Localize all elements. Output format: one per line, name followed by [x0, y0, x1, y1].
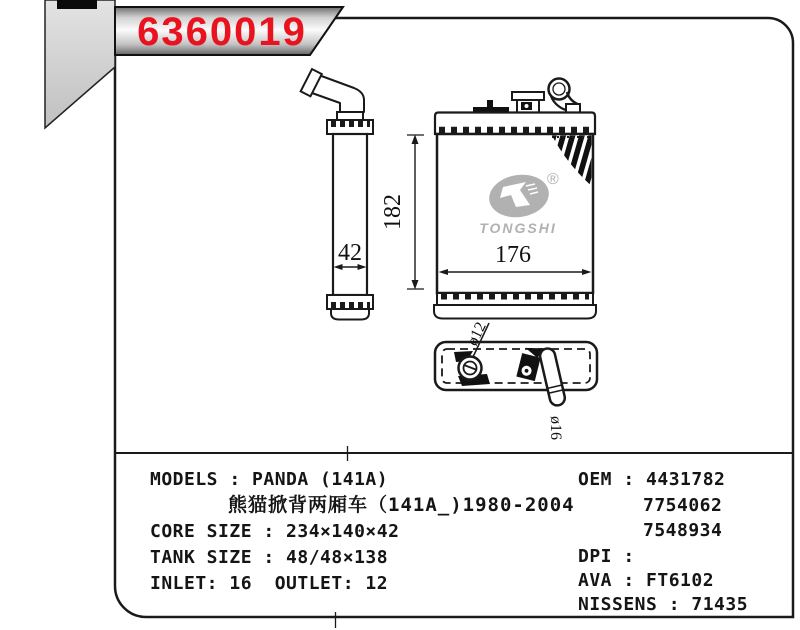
- dimension-front-height: [380, 135, 424, 290]
- front-bottom-shell: [434, 305, 596, 319]
- side-view: [301, 69, 373, 319]
- corner-black-tab: [57, 0, 97, 9]
- spec-ava: AVA : FT6102: [578, 570, 715, 591]
- spec-oem: OEM : 4431782: [578, 469, 726, 490]
- spec-nissens: NISSENS : 71435: [578, 594, 749, 615]
- spec-tank-size: TANK SIZE : 48/48×138: [150, 547, 389, 568]
- spec-models: MODELS : PANDA (141A): [150, 469, 389, 490]
- dimension-side-width-label: 42: [338, 240, 362, 266]
- front-port-plate: [512, 92, 544, 100]
- spec-oem-3: 7548934: [643, 520, 723, 541]
- part-number: 6360019: [137, 10, 307, 54]
- logo-wordmark: TONGSHI: [479, 220, 557, 236]
- dimension-inlet-label: ø12: [464, 319, 490, 349]
- side-bottom-shell: [331, 309, 369, 320]
- dimension-outlet-label: ø16: [547, 416, 564, 440]
- dimension-side-width: [334, 240, 367, 270]
- spec-oem-2: 7754062: [643, 495, 723, 516]
- spec-dpi: DPI :: [578, 546, 635, 567]
- front-bracket-pin: [487, 100, 493, 108]
- side-neck: [337, 112, 363, 120]
- dimension-front-width-label: 176: [495, 242, 531, 268]
- corner-fold: [45, 0, 115, 128]
- side-core-body: [333, 134, 367, 295]
- logo-registered-mark: ®: [547, 171, 559, 188]
- front-port-dot: [525, 104, 529, 108]
- bottom-view: [435, 342, 597, 407]
- spec-models-chinese: 熊猫掀背两厢车（141A_)1980-2004: [228, 494, 575, 516]
- dimension-front-height-label: 182: [380, 194, 406, 230]
- spec-core-size: CORE SIZE : 234×140×42: [150, 521, 400, 542]
- spec-inlet-outlet: INLET: 16 OUTLET: 12: [150, 573, 389, 594]
